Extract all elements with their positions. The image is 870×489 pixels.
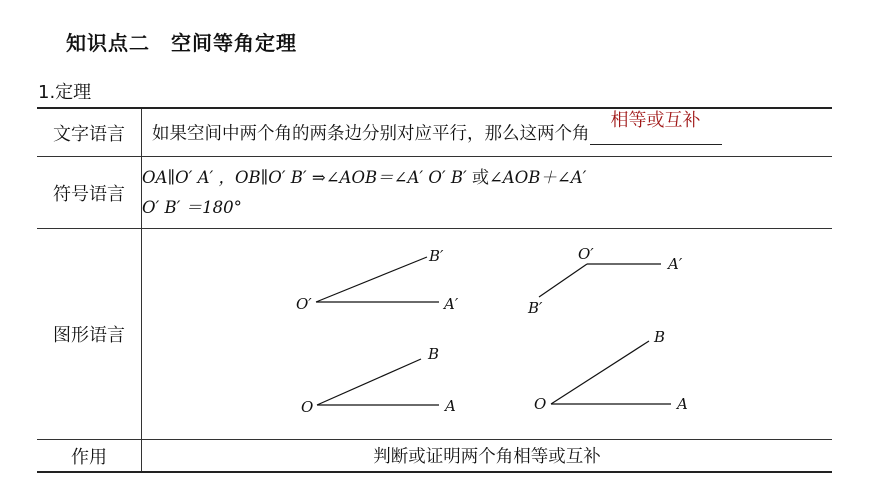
- row-text-language: [37, 108, 832, 157]
- theorem-table: [37, 107, 832, 473]
- row-figure-language: [37, 229, 832, 440]
- row-usage: [37, 440, 832, 473]
- figure-3: [301, 345, 456, 416]
- fig2-label-b: B′: [528, 299, 543, 317]
- symbol-line2: O′ B′ ＝180°: [142, 197, 242, 217]
- fig4-label-b: B: [654, 328, 666, 346]
- section-title: 1.定理: [38, 82, 92, 103]
- fig3-label-b: B: [428, 345, 440, 363]
- symbol-or: 或: [471, 167, 489, 188]
- figure-cell: [142, 229, 833, 440]
- fig1-label-a: A′: [444, 295, 459, 313]
- symbol-statement: [142, 157, 833, 229]
- fig1-label-vertex: O′: [296, 295, 312, 313]
- fig4-label-a: A: [677, 395, 688, 413]
- answer-text: 相等或互补: [610, 110, 701, 131]
- text-statement-cell: [142, 108, 833, 157]
- label-symbol-language: 符号语言: [37, 157, 142, 229]
- symbol-line1-a: OA∥O′ A′ ，OB∥O′ B′ ⇒∠AOB＝∠A′ O′ B′: [142, 167, 472, 187]
- fig3-label-vertex: O: [301, 398, 314, 416]
- fig2-label-a: A′: [668, 255, 683, 273]
- fig2-ray-b: [539, 264, 587, 297]
- fig3-ray-b: [317, 359, 421, 405]
- usage-text: 判断或证明两个角相等或互补: [142, 440, 833, 473]
- figure-2: [527, 245, 683, 317]
- fig2-label-vertex: O′: [578, 245, 594, 263]
- page-title: 知识点二 空间等角定理: [66, 31, 297, 55]
- fig1-label-b: B′: [429, 247, 444, 265]
- fig1-ray-b: [316, 257, 427, 302]
- text-statement: 如果空间中两个角的两条边分别对应平行，那么这两个角: [152, 124, 590, 144]
- figure-1: [296, 247, 459, 313]
- row-symbol-language: [37, 157, 832, 229]
- answer-blank: [590, 110, 722, 145]
- angle-figures: [142, 229, 832, 435]
- label-usage: 作用: [37, 440, 142, 473]
- fig3-label-a: A: [445, 397, 456, 415]
- fig4-label-vertex: O: [534, 395, 547, 413]
- label-text-language: 文字语言: [37, 108, 142, 157]
- fig4-ray-b: [551, 341, 649, 404]
- figure-4: [534, 328, 688, 413]
- symbol-line1-b: ∠AOB＋∠A′: [488, 167, 587, 187]
- label-figure-language: 图形语言: [37, 229, 142, 440]
